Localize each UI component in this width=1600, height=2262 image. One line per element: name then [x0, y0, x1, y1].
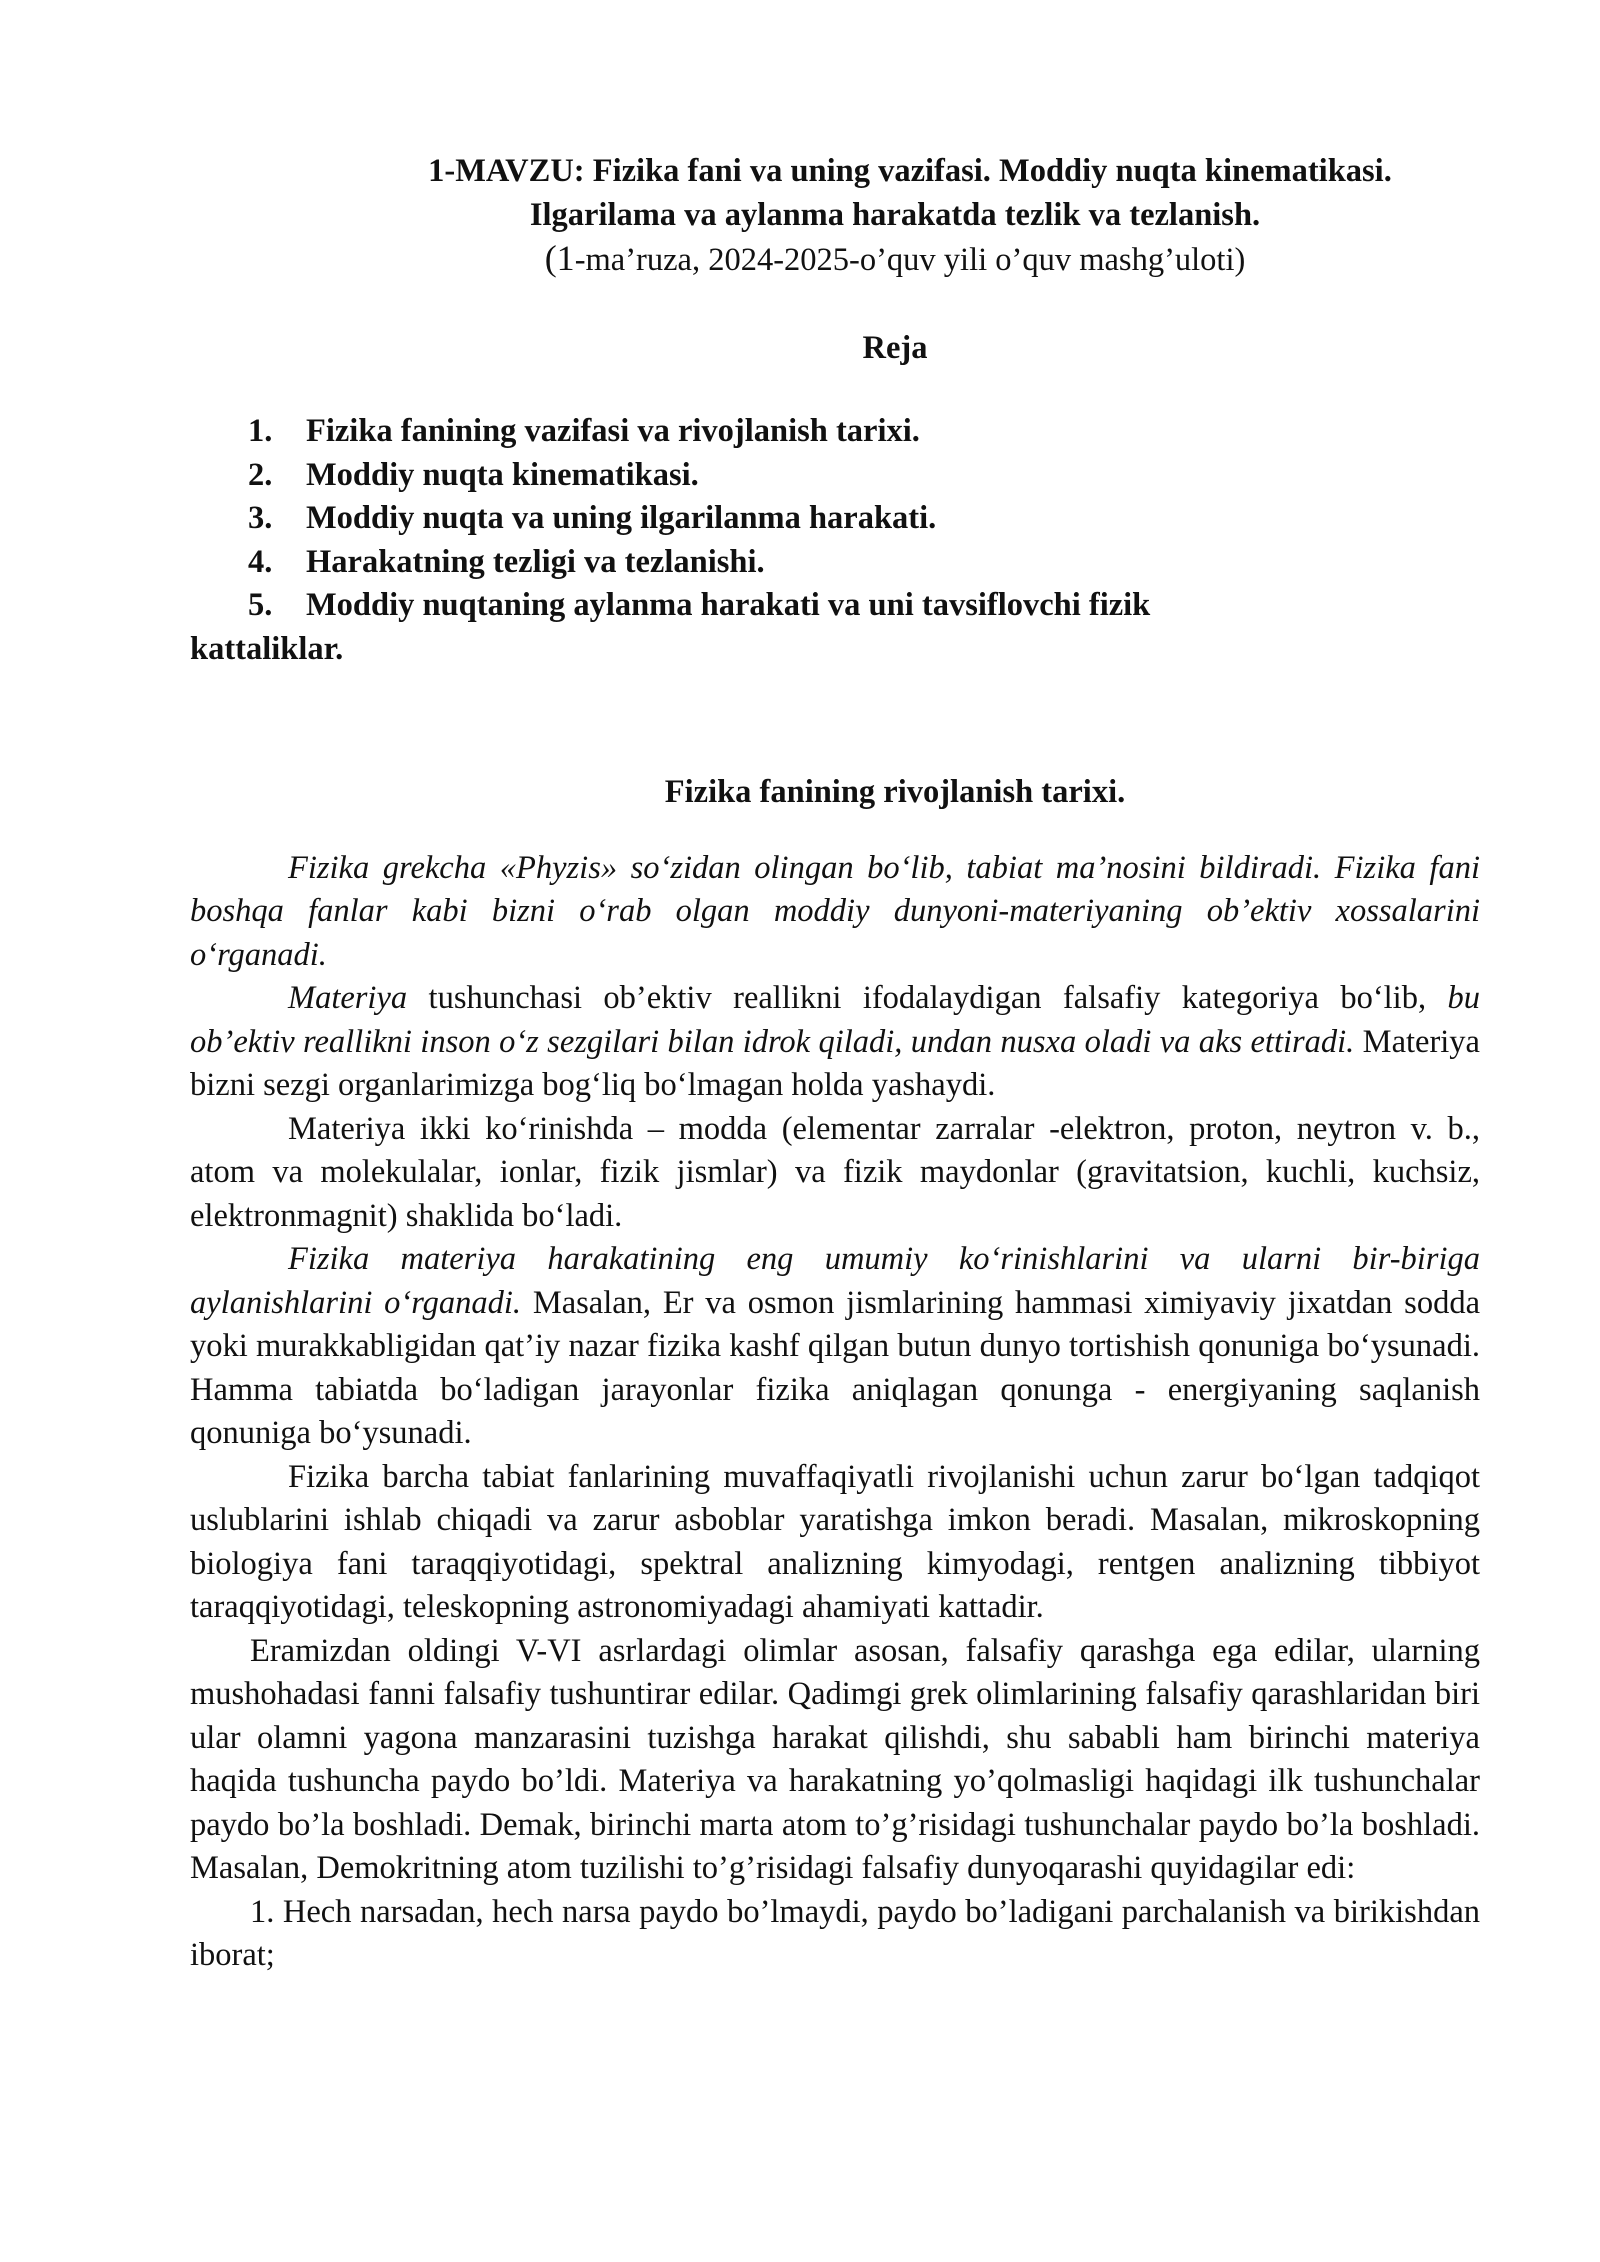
paragraph-2-text-a: tushunchasi ob’ektiv reallikni ifodalaydigan falsafiy kategoriya bo‘lib, [407, 980, 1448, 1016]
plan-list [190, 410, 1480, 671]
title-line-1: 1-MAVZU: Fizika fani va uning vazifasi. Moddiy nuqta kinematikasi. [428, 153, 1392, 189]
subtitle-text: -ma’ruza, 2024-2025-o’quv yili o’quv mashg’uloti) [574, 242, 1246, 278]
plan-item-text: Moddiy nuqtaning aylanma harakati va uni tavsiflovchi fizik [306, 587, 1151, 623]
section-heading: Fizika fanining rivojlanish tarixi. [664, 774, 1126, 810]
title-line-2: Ilgarilama va aylanma harakatda tezlik va tezlanish. [529, 196, 1261, 233]
plan-heading: Reja [862, 329, 928, 366]
plan-item-text: Fizika fanining vazifasi va rivojlanish tarixi. [306, 413, 920, 449]
plan-item-continuation: kattaliklar. [190, 630, 344, 667]
paragraph-2-text-b: Materiya bizni sezgi organlarimizga bog‘liq bo‘lmagan holda yashaydi. [190, 1023, 1480, 1103]
plan-item-text: Harakatning tezligi va tezlanishi. [306, 543, 765, 580]
paragraph-6: Eramizdan oldingi V-VI asrlardagi olimlar asosan, falsafiy qarashga ega edilar, ularning mushohadasi fanni falsafiy tushuntirar edilar. Qadimgi grek olimlarining falsafiy qarashlaridan biri ular olamni yagona manzarasini tuzishga harakat qilishdi, shu sababli ham birinchi materiya haqida tushuncha paydo bo’ldi. Materiya va harakatning yo’qolmasligi haqidagi ilk tushunchalar paydo bo’la boshladi. Demak, birinchi marta atom to’g’risidagi tushunchalar paydo bo’la boshladi. Masalan, Demokritning atom tuzilishi to’g’risidagi falsafiy dunyoqarashi quyidagilar edi: [190, 1632, 1480, 1886]
paragraph-7: 1. Hech narsadan, hech narsa paydo bo’lmaydi, paydo bo’ladigani parchalanish va birikishdan iborat; [190, 1893, 1480, 1973]
paragraph-4-emphasis: Fizika materiya harakatining eng umumiy ko‘rinishlarini va ularni bir-biriga aylanishlarini o‘rganadi. [190, 1241, 1480, 1321]
plan-item [190, 497, 1480, 541]
paragraph-2 [190, 977, 1480, 1108]
paragraph-5: Fizika barcha tabiat fanlarining muvaffaqiyatli rivojlanishi uchun zarur bo‘lgan tadqiqot uslublarini ishlab chiqadi va zarur asboblar yaratishga imkon beradi. Masalan, mikroskopning biologiya fani taraqqiyotidagi, spektral analizning kimyodagi, rentgen analizning tibbiyot taraqqiyotidagi, teleskopning astronomiyadagi ahamiyati kattadir. [190, 1458, 1480, 1625]
paragraph-4-text: Masalan, Er va osmon jismlarining hammasi ximiyaviy jixatdan sodda yoki murakkabligidan qat’iy nazar fizika kashf qilgan butun dunyo tortishish qonuniga bo‘ysunadi. Hamma tabiatda bo‘ladigan jarayonlar fizika aniqlagan qonunga - energiyaning saqlanish qonuniga bo‘ysunadi. [190, 1284, 1480, 1451]
plan-item-number: 2. [248, 456, 273, 493]
subtitle-prefix: (1 [544, 238, 575, 278]
plan-item [190, 410, 1480, 454]
plan-item-text: Moddiy nuqta va uning ilgarilanma harakati. [306, 500, 937, 536]
plan-item [190, 541, 1480, 585]
plan-item-number: 5. [248, 587, 273, 623]
plan-item-number: 3. [248, 500, 273, 536]
paragraph-2-emphasis: bu ob’ektiv reallikni inson o‘z sezgilari bilan idrok qiladi, undan nusxa oladi va aks ettiradi. [190, 980, 1480, 1060]
paragraph-4 [190, 1238, 1480, 1456]
plan-item [190, 584, 1480, 628]
paragraph-1-text: Fizika grekcha «Phyzis» so‘zidan olingan bo‘lib, tabiat ma’nosini bildiradi. Fizika fani boshqa fanlar kabi bizni o‘rab olgan moddiy dunyoni-materiyaning ob’ektiv xossalarini o‘rganadi. [190, 849, 1480, 973]
plan-item-text: Moddiy nuqta kinematikasi. [306, 456, 699, 493]
paragraph-2-term: Materiya [288, 980, 408, 1016]
paragraph-1 [190, 847, 1480, 978]
document-title [190, 150, 1480, 237]
paragraph-3: Materiya ikki ko‘rinishda – modda (elementar zarralar -elektron, proton, neytron v. b., atom va molekulalar, ionlar, fizik jismlar) va fizik maydonlar (gravitatsion, kuchli, kuchsiz, elektronmagnit) shaklida bo‘ladi. [190, 1110, 1480, 1234]
plan-item [190, 454, 1480, 498]
plan-item-number: 4. [248, 543, 273, 580]
plan-item-number: 1. [248, 413, 273, 449]
document-subtitle [190, 237, 1480, 283]
document-page [190, 150, 1480, 1978]
